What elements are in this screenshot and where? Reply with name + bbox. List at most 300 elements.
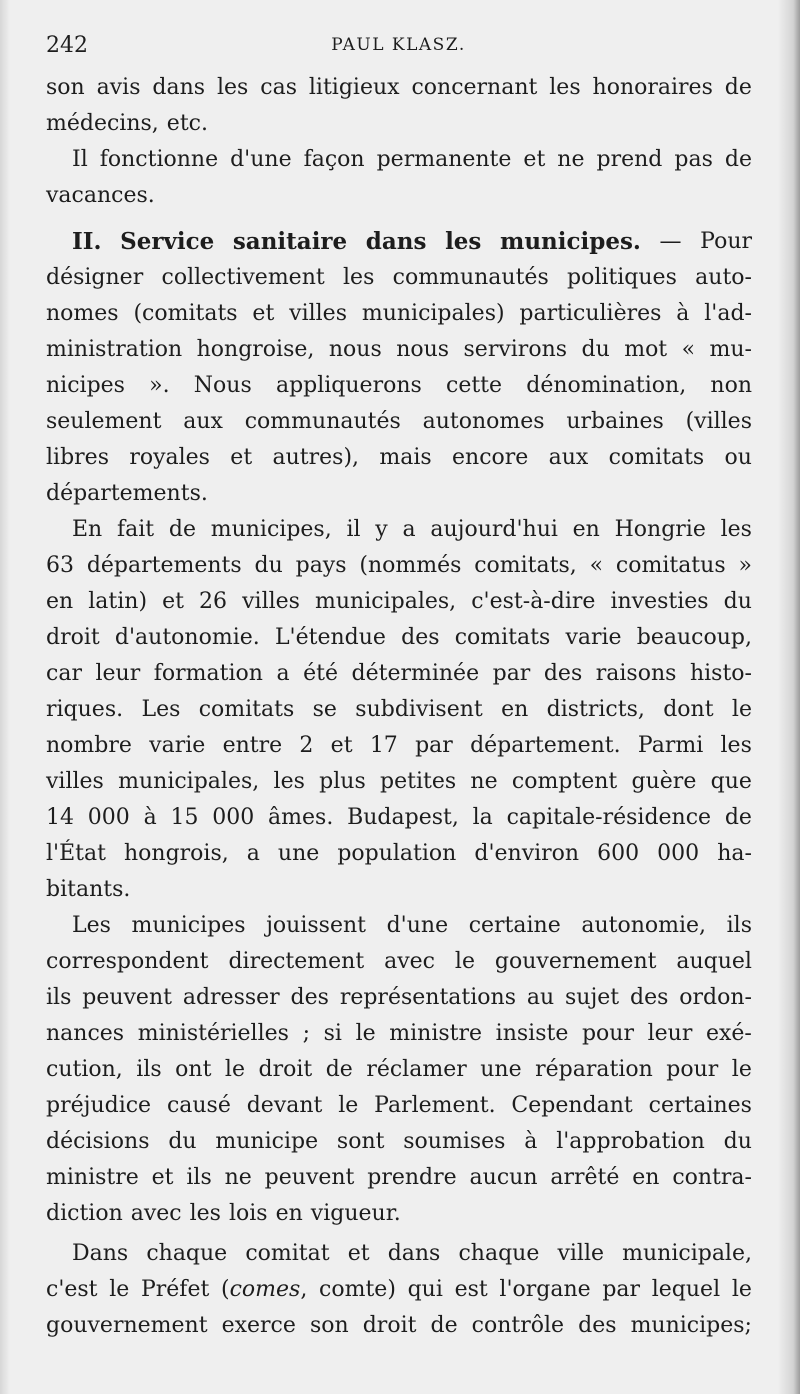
word: ». [149, 373, 170, 398]
word: âmes. [268, 805, 334, 830]
page-shadow-left [0, 0, 10, 1394]
word: à [524, 1129, 538, 1154]
word: gouvernement [46, 1313, 208, 1338]
word: varie [149, 733, 206, 758]
word: non [710, 373, 752, 398]
word: 14 [46, 805, 74, 830]
word: (villes [685, 409, 752, 434]
text-line [46, 332, 752, 368]
word: leur [95, 661, 141, 686]
running-head: PAUL KLASZ. [331, 35, 466, 55]
text-line [46, 1236, 752, 1272]
word: comitats [608, 445, 705, 470]
word: pour [666, 1057, 719, 1082]
text-line [46, 512, 752, 548]
word: certaine [468, 913, 561, 938]
word: pour [581, 1021, 634, 1046]
word: arrêté [550, 1165, 620, 1190]
word: royales [129, 445, 210, 470]
word: car [46, 661, 82, 686]
word: une [480, 1057, 522, 1082]
word: son [309, 1313, 349, 1338]
word: il [346, 517, 361, 542]
word: c'est-à-dire [471, 589, 596, 614]
word: désigner [46, 265, 144, 290]
word: le [109, 1277, 130, 1302]
word: réparation [535, 1057, 653, 1082]
word: politiques [567, 265, 677, 290]
text-line [46, 178, 752, 214]
text-line [46, 764, 752, 800]
word: au [526, 985, 555, 1010]
word: comitat [245, 1241, 330, 1266]
word: hongrois, [123, 841, 229, 866]
word: villes [46, 769, 104, 794]
word: soumises [403, 1129, 506, 1154]
word: et [523, 147, 546, 172]
word: du [723, 589, 752, 614]
word: chaque [146, 1241, 228, 1266]
word: jouissent [266, 913, 366, 938]
word: comptent [511, 769, 618, 794]
word: sont [336, 1129, 385, 1154]
word: sujet [565, 985, 620, 1010]
word: ils [726, 913, 752, 938]
word: les [216, 75, 249, 100]
word: vigueur. [310, 1201, 401, 1226]
text-line [46, 260, 752, 296]
word: peuvent [82, 985, 172, 1010]
text-line [46, 142, 752, 178]
word: ministérielles [137, 1021, 289, 1046]
word: décisions [46, 1129, 150, 1154]
word: 000 [657, 841, 700, 866]
word: mu- [709, 337, 752, 362]
word: d'une [386, 913, 449, 938]
word: municipe [215, 1129, 319, 1154]
word: comte) [319, 1277, 396, 1302]
word: avec [384, 949, 435, 974]
word: ne [224, 1165, 252, 1190]
word: mais [379, 445, 432, 470]
text-line [46, 368, 752, 404]
word: qui [407, 1277, 443, 1302]
text-line [46, 1308, 752, 1344]
word: des [630, 985, 669, 1010]
word: en [275, 1201, 303, 1226]
word: ha- [717, 841, 752, 866]
word: L'étendue [274, 625, 386, 650]
word: d'autonomie. [114, 625, 260, 650]
text-line [46, 1160, 752, 1196]
word: exerce [221, 1313, 296, 1338]
word: etc. [166, 111, 208, 136]
word: de [724, 805, 752, 830]
word: se [312, 697, 337, 722]
word: Service [120, 228, 215, 255]
word: les [720, 733, 752, 758]
word: contrôle [471, 1313, 565, 1338]
word: en [632, 1165, 660, 1190]
word: auto- [695, 265, 752, 290]
word: Les [141, 697, 181, 722]
word: bitants. [46, 877, 131, 902]
word: l'ad- [704, 301, 752, 326]
word: Pour [700, 229, 752, 254]
word: vacances. [46, 183, 155, 208]
word: concernant [411, 75, 538, 100]
word: varie [565, 625, 622, 650]
word: 63 [46, 553, 74, 578]
word: à [143, 805, 157, 830]
word: droit [258, 1057, 313, 1082]
word: lequel [651, 1277, 721, 1302]
word: capitale-résidence [506, 805, 712, 830]
text-line [46, 440, 752, 476]
word: 15 [170, 805, 199, 830]
word: municipale, [622, 1241, 752, 1266]
word: c'est [46, 1277, 98, 1302]
word: « [681, 337, 696, 362]
word: (comitats [133, 301, 238, 326]
word: le [338, 1093, 359, 1118]
text-line [46, 620, 752, 656]
word: cas [260, 75, 297, 100]
word: seulement [46, 409, 162, 434]
word: représentations [339, 985, 516, 1010]
word: avis [96, 75, 141, 100]
word: de [724, 147, 752, 172]
word: communautés [392, 265, 549, 290]
word: encore [452, 445, 529, 470]
word: auquel [676, 949, 752, 974]
page-header [46, 33, 751, 65]
word: ordon- [679, 985, 752, 1010]
word: en [501, 697, 529, 722]
word: façon [303, 147, 365, 172]
word: par [602, 1277, 641, 1302]
word: hongroise, [196, 337, 315, 362]
text-line [46, 800, 752, 836]
word: ont [175, 1057, 212, 1082]
word: entre [222, 733, 283, 758]
word: été [303, 661, 338, 686]
word: avec [130, 1201, 182, 1226]
text-line [46, 404, 752, 440]
word: litigieux [308, 75, 400, 100]
text-line [46, 908, 752, 944]
word: — [659, 229, 682, 254]
word: nomes [46, 301, 119, 326]
word: et [162, 589, 184, 614]
word: Il [72, 147, 88, 172]
word: autonomes [422, 409, 545, 434]
word: ministration [46, 337, 183, 362]
word: ville [557, 1241, 605, 1266]
word: que [710, 769, 752, 794]
word: Hongrie [614, 517, 706, 542]
word: prendre [367, 1165, 457, 1190]
word: fait [116, 517, 155, 542]
word: histo- [689, 661, 752, 686]
word: une [277, 841, 320, 866]
word: collectivement [161, 265, 325, 290]
word: département. [470, 733, 621, 758]
word: riques. [46, 697, 124, 722]
word: en [572, 517, 600, 542]
word: 600 [597, 841, 640, 866]
text-line [46, 476, 752, 512]
word: petites [380, 769, 457, 794]
word: de [724, 75, 752, 100]
word: investies [610, 589, 709, 614]
word: déterminée [351, 661, 480, 686]
word: nicipes [46, 373, 125, 398]
word: Dans [72, 1241, 129, 1266]
word: ; [302, 1021, 310, 1046]
word: le [454, 949, 475, 974]
word: subdivisent [355, 697, 483, 722]
word: si [323, 1021, 342, 1046]
word: Préfet [140, 1277, 210, 1302]
word: dont [663, 697, 714, 722]
word: des [578, 1313, 617, 1338]
word: particulières [519, 301, 662, 326]
word: ne [557, 147, 585, 172]
word: d'une [230, 147, 292, 172]
word: pas [674, 147, 713, 172]
text-line [46, 1196, 752, 1232]
text-line [46, 296, 752, 332]
word: a [402, 517, 416, 542]
text-line [46, 548, 752, 584]
word: Les [72, 913, 111, 938]
word: appliquerons [275, 373, 422, 398]
word: départements. [46, 481, 208, 506]
word: libres [46, 445, 109, 470]
text-line [46, 728, 752, 764]
word: Budapest, [347, 805, 459, 830]
word: 000 [87, 805, 130, 830]
word: latin) [88, 589, 148, 614]
word: permanente [376, 147, 512, 172]
word: Cependant [511, 1093, 633, 1118]
text-line [46, 1088, 752, 1124]
word: municipes [131, 913, 246, 938]
word: certaines [648, 1093, 752, 1118]
word: comitatus [615, 553, 726, 578]
word: aucun [469, 1165, 538, 1190]
word: le [355, 1021, 376, 1046]
word: ne [470, 769, 498, 794]
word: municipales, [315, 589, 457, 614]
word: prend [596, 147, 663, 172]
word: de [168, 517, 196, 542]
word: directement [228, 949, 365, 974]
word: raisons [595, 661, 677, 686]
word: exé- [705, 1021, 752, 1046]
word: Parmi [637, 733, 704, 758]
text-line [46, 1016, 752, 1052]
word: contra- [672, 1165, 752, 1190]
paragraph-gap [46, 214, 752, 224]
word: et [347, 1241, 370, 1266]
word: et [151, 1165, 174, 1190]
word: nances [46, 1021, 125, 1046]
word: dénomination, [526, 373, 687, 398]
word: municipes, [210, 517, 332, 542]
word: droit [46, 625, 100, 650]
text-line [46, 944, 752, 980]
word: II. [72, 228, 102, 255]
word: comitats [454, 625, 551, 650]
word: les [189, 1201, 221, 1226]
word: 17 [369, 733, 398, 758]
word: comitats, [474, 553, 577, 578]
word: fonctionne [99, 147, 219, 172]
word: guère [631, 769, 697, 794]
word: par [415, 733, 453, 758]
word: les [273, 769, 305, 794]
word: « [589, 553, 604, 578]
word: cette [446, 373, 503, 398]
word: par [492, 661, 531, 686]
page-number: 242 [46, 33, 88, 58]
text-line [46, 1272, 752, 1308]
word: peuvent [264, 1165, 355, 1190]
word: Parlement. [374, 1093, 496, 1118]
word: du [723, 1129, 752, 1154]
word: des [290, 985, 329, 1010]
text-line [46, 980, 752, 1016]
word: est [454, 1277, 488, 1302]
section-heading-line [46, 224, 752, 260]
word: du [254, 553, 283, 578]
word: cution, [46, 1057, 123, 1082]
word: comitats [198, 697, 295, 722]
word: les [549, 75, 581, 100]
word: population [337, 841, 457, 866]
word: honoraires [592, 75, 713, 100]
word: urbaines [566, 409, 664, 434]
word: leur [647, 1021, 693, 1046]
word: pays [295, 553, 347, 578]
word: dans [387, 1241, 441, 1266]
word: autres), [272, 445, 360, 470]
word: ils [136, 1057, 162, 1082]
word: chaque [458, 1241, 540, 1266]
word: médecins, [46, 111, 159, 136]
word: d'environ [474, 841, 580, 866]
word: le [731, 697, 752, 722]
word: et [252, 301, 275, 326]
word: causé [166, 1093, 231, 1118]
word: ministre [389, 1021, 483, 1046]
word: aux [183, 409, 223, 434]
word: nombre [46, 733, 132, 758]
text-line [46, 584, 752, 620]
word: nous [396, 337, 450, 362]
text-line [46, 106, 752, 142]
word: droit [362, 1313, 417, 1338]
word: municipes; [630, 1313, 752, 1338]
word: départements [86, 553, 242, 578]
page-shadow-right [778, 0, 800, 1394]
word: préjudice [46, 1093, 152, 1118]
word: correspondent [46, 949, 209, 974]
word: les [343, 265, 375, 290]
word: à [676, 301, 690, 326]
word: adresser [182, 985, 280, 1010]
text-line [46, 1124, 752, 1160]
word: de [430, 1313, 458, 1338]
word: ou [724, 445, 752, 470]
word: du [581, 337, 610, 362]
word: » [738, 553, 752, 578]
word: des [401, 625, 440, 650]
word: municipales, [118, 769, 260, 794]
word: municipes. [500, 228, 641, 255]
word: aux [548, 445, 589, 470]
word: districts, [546, 697, 645, 722]
word: 26 [199, 589, 228, 614]
word: insiste [495, 1021, 569, 1046]
word: beaucoup, [636, 625, 752, 650]
word: formation [153, 661, 263, 686]
word: réclamer [366, 1057, 467, 1082]
word: a [246, 841, 260, 866]
body-text [46, 70, 752, 1344]
word: En [72, 517, 103, 542]
word: villes [242, 589, 300, 614]
word: a [276, 661, 290, 686]
word: (nommés [359, 553, 462, 578]
word: dans [365, 228, 427, 255]
word: diction [46, 1201, 123, 1226]
word: l'approbation [556, 1129, 705, 1154]
word: de [325, 1057, 353, 1082]
word: autonomie, [581, 913, 707, 938]
word: nous [328, 337, 382, 362]
word: le [224, 1057, 245, 1082]
word: y [375, 517, 388, 542]
word: 000 [212, 805, 255, 830]
word: aujourd'hui [430, 517, 558, 542]
word: les [445, 228, 482, 255]
word: le [731, 1057, 752, 1082]
word: sanitaire [232, 228, 348, 255]
word: 2 [299, 733, 314, 758]
word: l'organe [499, 1277, 591, 1302]
word: Nous [193, 373, 252, 398]
word: dans [152, 75, 206, 100]
word: villes [289, 301, 347, 326]
word: le [731, 1277, 752, 1302]
word: et [330, 733, 353, 758]
word: son [46, 75, 85, 100]
word: lois [228, 1201, 268, 1226]
word: municipales) [361, 301, 505, 326]
text-line [46, 656, 752, 692]
word: (comes, [221, 1277, 308, 1302]
word: ils [186, 1165, 212, 1190]
word: du [168, 1129, 197, 1154]
word: mot [624, 337, 668, 362]
word: les [720, 517, 752, 542]
word: gouvernement [494, 949, 657, 974]
text-line [46, 1052, 752, 1088]
word: la [472, 805, 493, 830]
